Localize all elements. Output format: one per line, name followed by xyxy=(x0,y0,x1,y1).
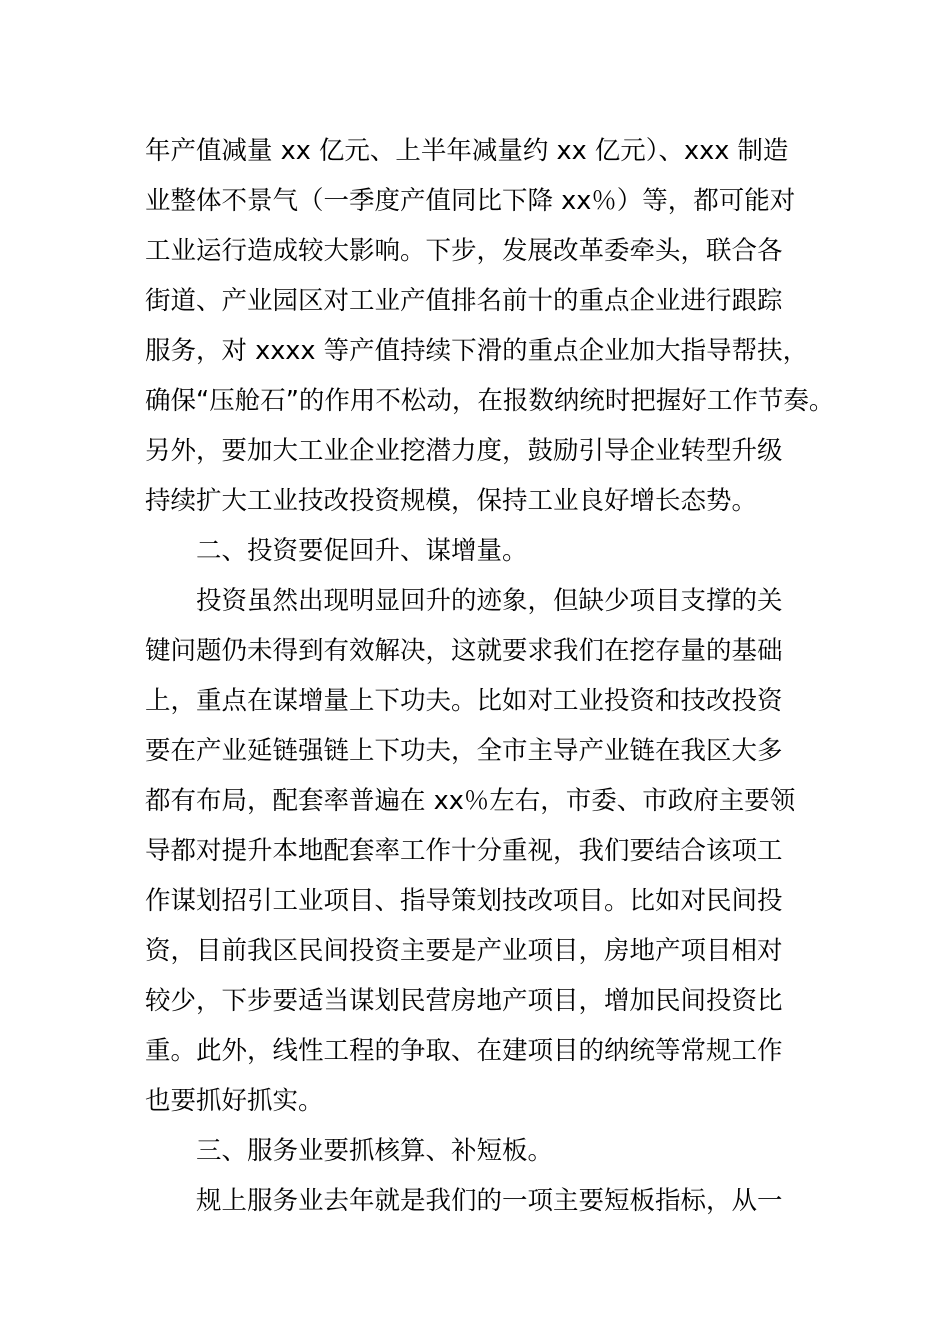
text-line: 导都对提升本地配套率工作十分重视，我们要结合该项工 xyxy=(145,836,783,866)
section-heading-investment: 二、投资要促回升、谋增量。 xyxy=(196,536,528,566)
text-line: 业整体不景气（一季度产值同比下降 xx％）等，都可能对 xyxy=(145,186,796,216)
text-line: 服务，对 xxxx 等产值持续下滑的重点企业加大指导帮扶， xyxy=(145,336,809,366)
text-line: 键问题仍未得到有效解决，这就要求我们在挖存量的基础 xyxy=(145,636,783,666)
text-line: 都有布局，配套率普遍在 xx％左右，市委、市政府主要领 xyxy=(145,786,796,816)
text-line: 街道、产业园区对工业产值排名前十的重点企业进行跟踪 xyxy=(145,286,783,316)
document-body xyxy=(145,126,835,1226)
text-line: 工业运行造成较大影响。下步，发展改革委牵头，联合各 xyxy=(145,236,783,266)
section-heading-services: 三、服务业要抓核算、补短板。 xyxy=(196,1136,554,1166)
text-line: 也要抓好抓实。 xyxy=(145,1086,324,1116)
text-line: 作谋划招引工业项目、指导策划技改项目。比如对民间投 xyxy=(145,886,783,916)
text-line: 另外，要加大工业企业挖潜力度，鼓励引导企业转型升级 xyxy=(145,436,783,466)
text-line: 投资虽然出现明显回升的迹象，但缺少项目支撑的关 xyxy=(196,586,783,616)
text-line: 重。此外，线性工程的争取、在建项目的纳统等常规工作 xyxy=(145,1036,783,1066)
text-line: 要在产业延链强链上下功夫，全市主导产业链在我区大多 xyxy=(145,736,783,766)
text-line: 确保“压舱石”的作用不松动，在报数纳统时把握好工作节奏。 xyxy=(145,386,835,416)
text-line: 年产值减量 xx 亿元、上半年减量约 xx 亿元）、xxx 制造 xyxy=(145,136,789,166)
text-line: 上，重点在谋增量上下功夫。比如对工业投资和技改投资 xyxy=(145,686,783,716)
text-line: 持续扩大工业技改投资规模，保持工业良好增长态势。 xyxy=(145,486,758,516)
text-line: 较少，下步要适当谋划民营房地产项目，增加民间投资比 xyxy=(145,986,783,1016)
text-line: 资，目前我区民间投资主要是产业项目，房地产项目相对 xyxy=(145,936,783,966)
text-line: 规上服务业去年就是我们的一项主要短板指标，从一 xyxy=(196,1186,783,1216)
